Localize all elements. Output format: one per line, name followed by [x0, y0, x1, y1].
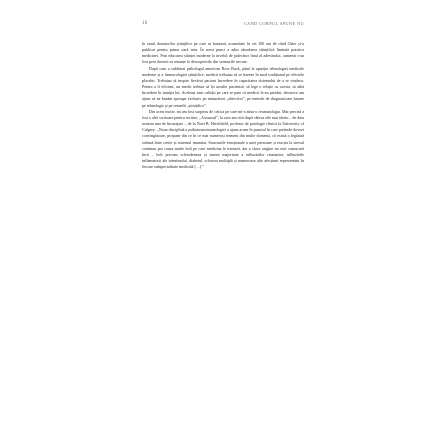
- page-number: 16: [142, 21, 148, 26]
- body-text: [142, 41, 304, 170]
- paragraph-1: în cazul donatorilor științifice pe care se bazează, acumulate în cei 100 ani de când Osler și-a publicat pentru prima oară teza. În acest punct a adus abordarea științifică limitată practica medicinei. Prin educarea științei moderne la nivelul de judecător final al adevărului, oamenii s-au fost prea dornici să renunțe la descoperirile din vremurile trecute.: [142, 41, 304, 65]
- paragraph-2: După cum a subliniat psihologul american Ross Buck, până la apariția tehnologiei medicale moderne și a farmacologiei științifice, medicii trebuiau să se bazeze în mod tradițional pe efectele placebo. Trebuiau să inspire fiecărui pacient încredere în capacitatea sistemului de a se vindeca. Pentru a fi eficient, un medic trebuia să își asculte pacientul, să lege o relație cu acesta, să aibă încredere în intuiția lui. Aceleași sunt calități pe care se pare că medicii le-au pierdut, deoarece am ajuns să ne bazăm aproape exclusiv pe măsurători „obiective”, pe metode de diagnosticare bazate pe tehnologie și pe remedii „științifice”.: [142, 65, 304, 108]
- paragraph-3: Din acest motiv, nu am fost surprins de critica pe care mi-a adus-o reumatologia. Mai precisă a fost o altă scrisoare pentru recitire, „Ascunsul”, la care am citit după câteva zile mai târziu – de data aceasta una de încurajare – de la Noel B. Hershfield, profesor de patologie clinică la University of Calgary: „Noua disciplină a psihoneuroimunologiei a ajuns acum în punctul în care pretinde dovezi convingătoare, propune din ce în ce mai numeroși termeni din multe domenii, că există o legătură strânsă între creier și sistemul imunitar. Structurile emoționale a unei persoane și reacția la stresul continuu pot cauza multe boli pe care medicina le tratează, dar a căror origine nu este cunoscută încă – boli precum sclerodermia și marea majoritate a tulburărilor reumatice, tulburările inflamatorii ale intestinului, diabetul, scleroza multiplă și numeroase alte afecțiuni reprezentate în fiecare subspecialitate medicală […].”: [142, 108, 304, 170]
- page-header: [142, 21, 304, 31]
- running-title: CAND CORPUL SPUNE NU: [243, 21, 304, 26]
